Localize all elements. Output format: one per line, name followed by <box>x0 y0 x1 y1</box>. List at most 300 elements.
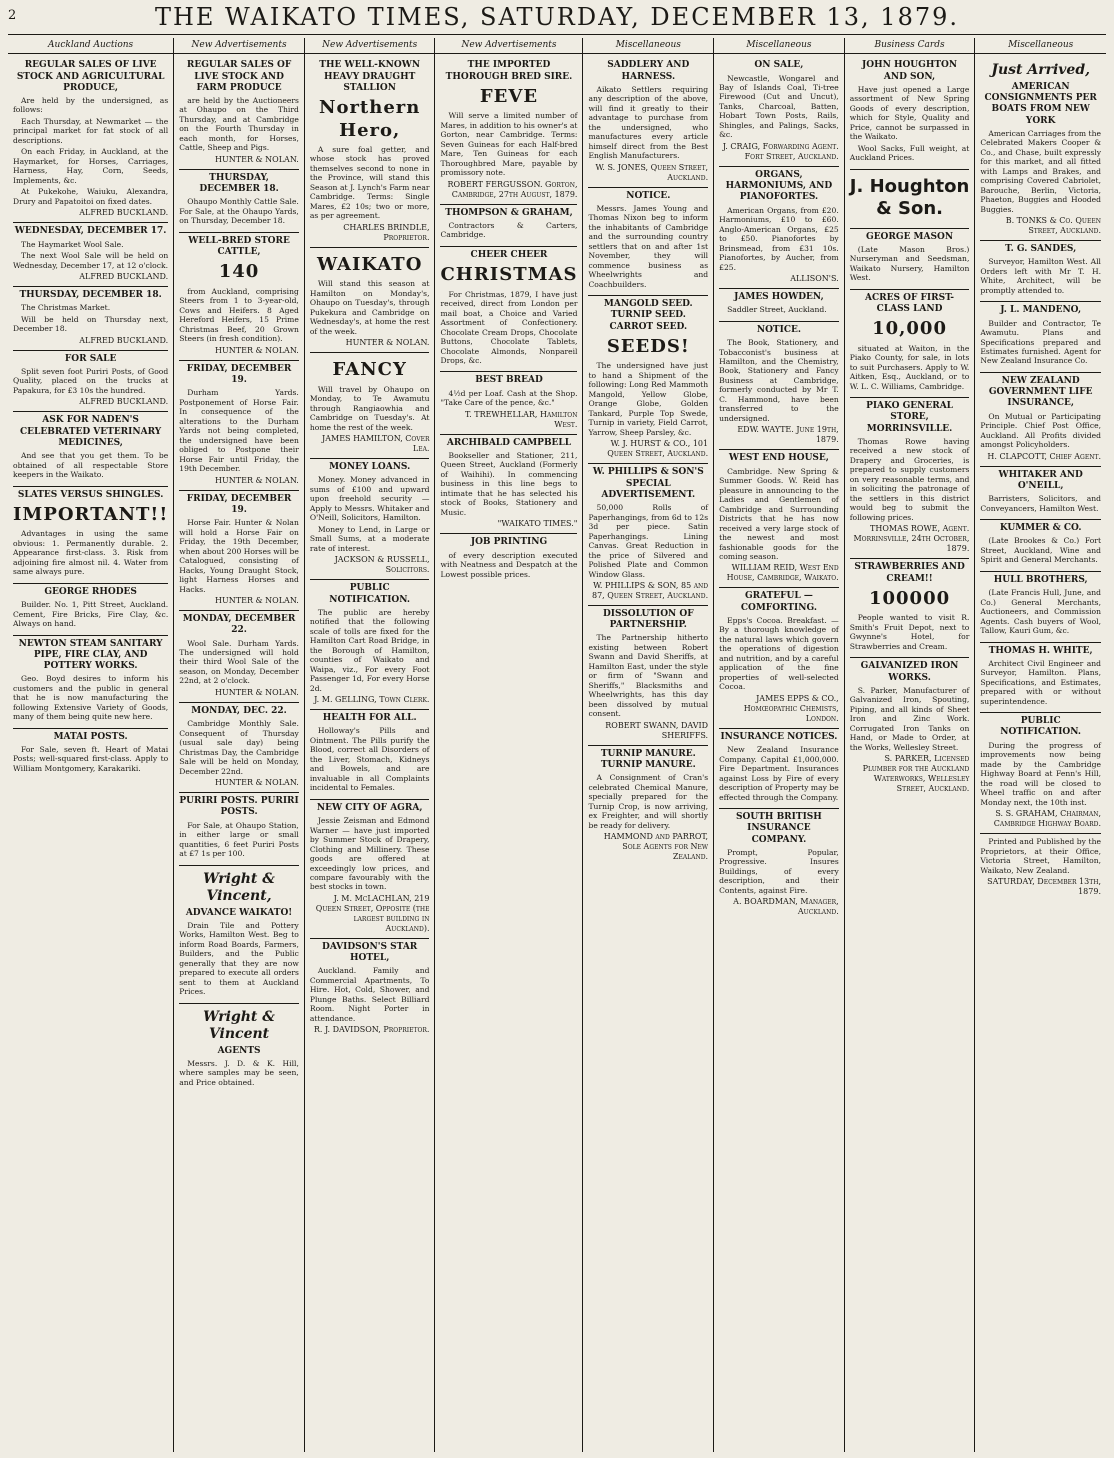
ad-body <box>980 129 1101 214</box>
ad-heading: DISSOLUTION OF PARTNERSHIP. <box>602 608 694 631</box>
ad-display-heading: FANCY <box>332 359 407 381</box>
ad-heading: AGENTS <box>217 1045 261 1056</box>
ad-signature: HUNTER & NOLAN. <box>215 778 299 788</box>
advertisement <box>310 248 430 353</box>
advertisement <box>719 322 839 451</box>
ad-heading: ACRES OF FIRST-CLASS LAND <box>865 292 955 315</box>
ad-paragraph: Bookseller and Stationer, 211, Queen Street, Auckland (Formerly of Waihihi). In commencing business in this line begs to intimate that he has selected his stock of Books, Stationery and Music. <box>440 450 578 517</box>
ad-heading: NEW ZEALAND GOVERNMENT LIFE INSURANCE, <box>988 375 1093 409</box>
ad-body <box>179 197 299 225</box>
ad-paragraph: Wool Sacks, Full weight, at Auckland Prices. <box>849 143 970 163</box>
advertisement <box>850 398 970 559</box>
ad-paragraph: Barristers, Solicitors, and Conveyancers, Hamilton West. <box>980 494 1101 513</box>
ad-body <box>588 361 708 437</box>
column-5 <box>583 38 714 1452</box>
ad-heading: THURSDAY, DECEMBER 18. <box>19 290 162 301</box>
advertisement <box>179 793 299 865</box>
ad-body <box>588 85 708 161</box>
ad-body <box>179 518 299 594</box>
advertisement <box>588 464 708 606</box>
ad-paragraph: Will travel by Ohaupo on Monday, to Te Awamutu through Rangiaowhia and Cambridge on Tuesday's. At home the rest of the week. <box>309 384 430 432</box>
column-6 <box>714 38 845 1452</box>
ad-paragraph: Ohaupo Monthly Cattle Sale. For Sale, at the Ohaupo Yards, on Thursday, December 18. <box>179 197 299 226</box>
ad-paragraph: Money. Money advanced in sums of £100 and upward upon freehold security — Apply to Messrs. Whitaker and O'Neill, Solicitors, Hamilton. <box>309 475 430 523</box>
ad-body <box>13 303 168 333</box>
ad-signature: R. J. DAVIDSON, Proprietor. <box>313 1025 430 1035</box>
ad-heading: MONEY LOANS. <box>329 462 411 473</box>
column-1 <box>8 38 174 1452</box>
ad-paragraph: A sure foal getter, and whose stock has proved themselves second to none in the Province, will stand this Season at J. Lynch's Farm near Cambridge. Terms: Single Mares, £2 10s; two or more, as per agreement. <box>309 145 430 221</box>
page-columns <box>8 38 1106 1452</box>
advertisement <box>719 450 839 588</box>
ad-heading: FRIDAY, DECEMBER 19. <box>186 493 292 515</box>
ad-signature: JACKSON & RUSSELL, Solicitors. <box>334 555 430 575</box>
ad-paragraph: For Sale, at Ohaupo Station, in either large or small quantities, 6 feet Puriri Posts at £7 1s per 100. <box>179 820 299 859</box>
ad-paragraph: Messrs. James Young and Thomas Nixon beg to inform the inhabitants of Cambridge and the surrounding country settlers that on and after 1st November, they will commence business as Wheelwrights and Coachbuilders. <box>588 203 709 289</box>
ad-heading: SADDLERY AND HARNESS. <box>607 60 690 82</box>
ad-heading: PUBLIC NOTIFICATION. <box>329 583 411 605</box>
advertisement <box>719 809 839 921</box>
advertisement <box>310 459 430 580</box>
ad-heading: THOMAS H. WHITE, <box>988 645 1093 656</box>
advertisement <box>179 57 299 170</box>
advertisement <box>980 57 1101 241</box>
advertisement <box>310 57 430 248</box>
advertisement <box>980 713 1101 834</box>
advertisement <box>179 703 299 793</box>
ad-body <box>440 389 577 408</box>
ad-body <box>588 633 708 718</box>
ad-paragraph: Durham Yards. Postponement of Horse Fair. In consequence of the alterations to the Durham Yards not being completed, the undersigned have been obliged to Postpone their Horse Fair until Friday, the 19th December. <box>179 388 299 474</box>
ad-body <box>980 536 1101 564</box>
business-name-display: J. Houghton & Son. <box>849 175 970 220</box>
ad-heading: WEDNESDAY, DECEMBER 17. <box>14 226 167 237</box>
ad-body <box>13 367 168 395</box>
advertisement <box>179 1004 299 1094</box>
ad-paragraph: The next Wool Sale will be held on Wednesday, December 17, at 12 o'clock. <box>13 251 169 270</box>
advertisement <box>440 205 577 247</box>
advertisement <box>719 57 839 167</box>
ad-paragraph: 50,000 Rolls of Paperhangings, from 6d to 12s 3d per piece. Satin Paperhangings. Lining Canvas. Great Reduction in the price of Silvered and Polished Plate and Common Window Glass. <box>588 503 709 579</box>
ad-paragraph: Will be held on Thursday next, December 18. <box>13 314 169 334</box>
ad-display-heading: IMPORTANT!! <box>13 503 169 525</box>
ad-paragraph: On Mutual or Participating Principle. Chief Post Office, Auckland. All Profits divided amongst Policyholders. <box>980 411 1101 450</box>
ad-signature: HAMMOND and PARROT, Sole Agents for New Zealand. <box>603 832 709 862</box>
ad-body <box>850 437 970 522</box>
ad-paragraph: Newcastle, Wongarel and Bay of Islands Coal, Ti-tree Firewood (Cut and Uncut), Tanks, Charcoal, Batten, Hobart Town Posts, Rails, Shingles, and Palings, Sacks, &c. <box>719 73 839 140</box>
advertisement <box>440 57 577 204</box>
ad-signature: W. PHILLIPS & SON, 85 and 87, Queen Street, Auckland. <box>592 580 709 600</box>
advertisement <box>719 289 839 322</box>
ad-heading: THE WELL-KNOWN HEAVY DRAUGHT STALLION <box>319 60 421 93</box>
ad-paragraph: from Auckland, comprising Steers from 1 to 3-year-old, Cows and Heifers. 8 Aged Hereford Heifers, 15 Prime Christmas Beef, 20 Grown Steers (in fresh condition). <box>179 286 299 344</box>
advertisement <box>179 491 299 611</box>
ad-body <box>850 686 970 752</box>
column-header: Auckland Auctions <box>8 40 173 54</box>
ad-body <box>179 719 299 776</box>
ad-display-heading: CHRISTMAS <box>440 264 578 286</box>
ad-heading: CHEER CHEER <box>470 249 548 260</box>
advertisement <box>13 57 168 223</box>
ad-body <box>719 206 839 272</box>
ad-body <box>440 551 577 579</box>
ad-display-heading: FEVE <box>479 85 539 107</box>
ad-heading: NOTICE. <box>756 324 801 335</box>
advertisement <box>310 800 430 939</box>
ad-body <box>719 338 839 423</box>
advertisement <box>310 710 430 800</box>
ad-heading: KUMMER & CO. <box>999 523 1082 534</box>
ad-body <box>179 821 299 859</box>
ad-paragraph: (Late Francis Hull, June, and Co.) General Merchants, Auctioneers, and Commission Agents. Cash buyers of Wool, Tallow, Kauri Gum, &c. <box>980 588 1101 636</box>
ad-body <box>980 319 1101 366</box>
ad-signature: J. M. McLACHLAN, 219 Queen Street, Opposite (the largest building in Auckland). <box>315 893 430 933</box>
ad-body <box>719 74 839 140</box>
ad-paragraph: Messrs. J. D. & K. Hill, where samples may be seen, and Price obtained. <box>179 1058 299 1087</box>
ad-signature: J. CRAIG, Forwarding Agent. Fort Street, Auckland. <box>722 141 839 161</box>
column-4 <box>435 38 583 1452</box>
ad-signature: ALFRED BUCKLAND. <box>79 335 169 345</box>
column-2 <box>174 38 305 1452</box>
ad-body <box>719 745 839 802</box>
advertisement <box>588 746 708 866</box>
ad-body <box>13 600 168 628</box>
advertisement <box>980 834 1101 901</box>
ad-signature: HUNTER & NOLAN. <box>215 596 299 605</box>
ad-heading: J. L. MANDENO, <box>1000 305 1082 316</box>
ad-paragraph: The Book, Stationery, and Tobacconist's business at Hamilton, and the Chemistry, Book, Stationery and Fancy Business at Cambridge, formerly conducted by Mr T. C. Hammond, have been transferred to the undersigned. <box>719 338 839 423</box>
ad-display-heading: 10,000 <box>872 318 947 340</box>
ad-paragraph: Builder. No. 1, Pitt Street, Auckland. Cement, Fire Bricks, Fire Clay, &c. Always on hand. <box>13 600 169 629</box>
ad-heading: SLATES VERSUS SHINGLES. <box>17 489 164 500</box>
advertisement <box>850 229 970 290</box>
ad-paragraph: And see that you get them. To be obtained of all respectable Store keepers in the Waikato. <box>13 451 169 480</box>
ad-paragraph: Auckland. Family and Commercial Apartments, To Hire. Hot, Cold, Shower, and Plunge Baths. Select Billiard Room. Night Porter in attendance. <box>309 966 430 1023</box>
ad-body <box>850 245 970 283</box>
ad-heading: TURNIP MANURE. TURNIP MANURE. <box>600 748 696 771</box>
ad-body <box>719 616 839 692</box>
ad-heading: ON SALE, <box>754 60 804 71</box>
ad-heading: ASK FOR NADEN'S CELEBRATED VETERINARY MEDICINES, <box>20 415 162 448</box>
ad-paragraph: Will serve a limited number of Mares, in addition to his owner's at Gorton, near Cambridge. Terms: Seven Guineas for each Half-bred Mare, Ten Guineas for each Thoroughbred Mare, payable by promissory note. <box>440 111 578 178</box>
ad-body <box>179 96 299 153</box>
ad-body <box>13 745 168 773</box>
ad-paragraph: situated at Waiton, in the Piako County, for sale, in lots to suit Purchasers. Apply to W. Aitken, Esq., Auckland, or to W. L. C. Williams, Cambridge. <box>849 343 970 391</box>
masthead-rule <box>8 34 1106 35</box>
ad-heading: AMERICAN CONSIGNMENTS PER BOATS FROM NEW YORK <box>984 81 1097 126</box>
ad-heading: GEORGE RHODES <box>44 586 137 597</box>
ad-heading: GALVANIZED IRON WORKS. <box>860 661 959 683</box>
ad-display-heading: 100000 <box>868 587 951 609</box>
ad-body <box>179 388 299 473</box>
column-7 <box>845 38 976 1452</box>
ad-body <box>588 204 708 289</box>
ad-body <box>440 221 577 240</box>
ad-paragraph: On each Friday, in Auckland, at the Haymarket, for Horses, Carriages, Harness, Hay, Corn, Seeds, Implements, &c. <box>13 147 169 185</box>
advertisement <box>440 435 577 535</box>
advertisement <box>440 372 577 434</box>
column-header: Miscellaneous <box>714 40 844 54</box>
advertisement <box>588 188 708 297</box>
ad-signature: HUNTER & NOLAN. <box>345 338 430 348</box>
advertisement <box>13 223 168 287</box>
ad-signature: A. BOARDMAN, Manager, Auckland. <box>733 897 839 917</box>
ad-heading: FOR SALE <box>64 353 117 364</box>
ad-heading: MATAI POSTS. <box>53 731 128 742</box>
advertisement <box>179 866 299 1004</box>
ad-paragraph: Architect Civil Engineer and Surveyor, Hamilton. Plans, Specifications, and Estimates, prepared with or without superintendence. <box>980 658 1101 706</box>
ad-signature: H. CLAPCOTT, Chief Agent. <box>987 451 1101 461</box>
ad-body <box>980 588 1101 635</box>
ad-body <box>310 145 430 221</box>
advertisement <box>13 487 168 584</box>
advertisement <box>980 643 1101 714</box>
ad-signature: JAMES HAMILTON, Cover Lea. <box>322 434 430 454</box>
ad-signature: ALFRED BUCKLAND. <box>79 397 169 407</box>
ad-body <box>980 257 1101 295</box>
ad-paragraph: The public are hereby notified that the following scale of tolls are fixed for the Hamilton Cart Road Bridge, in the Borough of Hamilton, counties of Waikato and Waipa, viz., For every Foot Passenger 1d, For every Horse 2d. <box>309 607 430 693</box>
ad-heading: PUBLIC NOTIFICATION. <box>1000 716 1082 738</box>
ad-paragraph: Money to Lend, in Large or Small Sums, at a moderate rate of interest. <box>309 524 430 553</box>
ad-display-heading: Northern Hero, <box>318 97 421 141</box>
ad-heading: ARCHIBALD CAMPBELL <box>446 437 572 448</box>
ad-signature: SATURDAY, December 13th, 1879. <box>987 877 1101 896</box>
advertisement <box>440 534 577 585</box>
ad-signature: HUNTER & NOLAN. <box>215 345 299 355</box>
ad-signature: ALFRED BUCKLAND. <box>79 272 169 282</box>
advertisement <box>588 606 708 746</box>
advertisement <box>980 241 1101 302</box>
ad-paragraph: The Christmas Market. <box>21 303 111 313</box>
ad-paragraph: People wanted to visit R. Smith's Fruit Depot, next to Gwynne's Hotel, for Strawberries and Cream. <box>849 613 970 651</box>
column-header: New Advertisements <box>435 40 582 54</box>
ad-heading: HEALTH FOR ALL. <box>322 713 417 724</box>
advertisement <box>980 467 1101 520</box>
ad-paragraph: Aikato Settlers requiring any description of the above, will find it greatly to their advantage to purchase from the undersigned, who manufactures every article himself direct from the Best English Manufacturers. <box>588 84 709 161</box>
ad-paragraph: For Sale, seven ft. Heart of Matai Posts; well-squared first-class. Apply to William Montgomery, Karakariki. <box>13 744 169 773</box>
advertisement <box>588 57 708 187</box>
advertisement <box>13 636 168 729</box>
ad-heading: ORGANS, HARMONIUMS, AND PIANOFORTES. <box>725 169 833 203</box>
advertisement <box>310 580 430 710</box>
ad-signature: S. PARKER, Licensed Plumber for the Auckland Waterworks, Wellesley Street, Auckland. <box>862 754 970 794</box>
ad-heading: HULL BROTHERS, <box>993 574 1088 585</box>
ad-heading: MANGOLD SEED. TURNIP SEED. CARROT SEED. <box>603 299 693 332</box>
ad-body <box>310 385 430 432</box>
advertisement <box>850 559 970 658</box>
ad-heading: FRIDAY, DECEMBER 19. <box>186 363 292 386</box>
ad-body <box>719 848 839 895</box>
ad-signature: T. TREWHELLAR, Hamilton West. <box>464 409 578 429</box>
ad-signature: S. S. GRAHAM, Chairman, Cambridge Highway Board. <box>993 809 1101 829</box>
ad-body <box>719 467 839 562</box>
ad-signature: J. M. GELLING, Town Clerk. <box>314 695 430 705</box>
column-header: Miscellaneous <box>975 40 1106 54</box>
ad-heading: ADVANCE WAIKATO! <box>185 907 293 918</box>
ad-signature: CHARLES BRINDLE, Proprietor. <box>343 222 430 242</box>
ad-heading: JAMES HOWDEN, <box>734 292 824 303</box>
ad-body <box>980 659 1101 706</box>
advertisement <box>179 170 299 233</box>
column-header: Miscellaneous <box>583 40 713 54</box>
ad-body <box>310 279 430 336</box>
ad-paragraph: Builder and Contractor, Te Awamutu. Plans and Specifications prepared and Estimates furnished. Agent for New Zealand Insurance Co. <box>980 318 1101 366</box>
advertisement <box>719 588 839 728</box>
column-3 <box>305 38 436 1452</box>
ad-paragraph: S. Parker, Manufacturer of Galvanized Iron, Spouting, Piping, and all kinds of Sheet Iron and Zinc Work. Corrugated Iron Tanks on Hand, or Made to Order, at the Works, Wellesley Street. <box>849 685 970 752</box>
ad-paragraph: Jessie Zeisman and Edmond Warner — have just imported by Summer Stock of Drapery, Clothing and Millinery. These goods are offered at exceedingly low prices, and compare favourably with the best stocks in town. <box>309 816 430 892</box>
ad-body <box>980 741 1101 807</box>
ad-body <box>13 451 168 479</box>
ad-paragraph: Printed and Published by the Proprietors, at their Office, Victoria Street, Hamilton, Waikato, New Zealand. <box>980 837 1101 875</box>
ad-signature: HUNTER & NOLAN. <box>215 475 299 485</box>
ad-body <box>588 773 708 830</box>
ad-body <box>980 837 1101 875</box>
ad-paragraph: At Pukekohe, Waiuku, Alexandra, Drury and Papatoitoi on fixed dates. <box>13 187 169 206</box>
ad-signature: W. J. HURST & CO., 101 Queen Street, Auckland. <box>607 439 709 459</box>
ad-paragraph: Drain Tile and Pottery Works, Hamilton West. Beg to inform Road Boards, Farmers, Builders, and the Public generally that they are now prepared to execute all orders sent to them at Auckland Prices. <box>179 920 299 997</box>
ad-signature: W. S. JONES, Queen Street, Auckland. <box>595 162 709 182</box>
ad-body <box>850 344 970 391</box>
ad-heading: JOB PRINTING <box>470 537 548 548</box>
masthead <box>0 4 1114 30</box>
ad-paragraph: During the progress of improvements now being made by the Cambridge Highway Board at Fenn's Hill, the road will be closed to Wheel traffic on and after Monday next, the 10th inst. <box>980 740 1101 807</box>
advertisement <box>588 296 708 464</box>
advertisement <box>13 287 168 351</box>
advertisement <box>310 353 430 459</box>
ad-heading: NEWTON STEAM SANITARY PIPE, FIRE CLAY, AND POTTERY WORKS. <box>18 638 163 672</box>
advertisement <box>980 520 1101 572</box>
ad-heading: THE IMPORTED THOROUGH BRED SIRE. <box>445 60 573 82</box>
ad-heading: REGULAR SALES OF LIVE STOCK AND FARM PRODUCE <box>186 60 292 93</box>
ad-paragraph: Wool Sale. Durham Yards. The undersigned will hold their third Wool Sale of the season, on Monday, December 22nd, at 2 o'clock. <box>179 638 299 686</box>
ad-paragraph: (Late Mason Bros.) Nurseryman and Seedsman, Waikato Nursery, Hamilton West. <box>849 244 970 283</box>
ad-display-line: Wright & Vincent, <box>203 870 275 905</box>
ad-paragraph: A Consignment of Cran's celebrated Chemical Manure, specially prepared for the Turnip Crop, is now arriving, ex Freighter, and will shortly be ready for delivery. <box>588 773 709 830</box>
ad-paragraph: Cambridge. New Spring & Summer Goods. W. Reid has pleasure in announcing to the Ladies and Gentlemen of Cambridge and Surrounding Districts that he has now received a very large stock of the newest and most fashionable goods for the coming season. <box>719 466 839 561</box>
advertisement <box>310 939 430 1039</box>
ad-body <box>13 96 168 206</box>
ad-paragraph: Contractors & Carters, Cambridge. <box>440 220 578 240</box>
ad-body <box>179 921 299 997</box>
ad-signature: ROBERT FERGUSSON. Gorton, Cambridge, 27th August, 1879. <box>447 179 578 199</box>
ad-paragraph: Holloway's Pills and Ointment. The Pills purify the Blood, correct all Disorders of the Liver, Stomach, Kidneys and Bowels, and are invaluable in all Complaints incidental to Females. <box>309 726 430 793</box>
advertisement <box>850 658 970 798</box>
ad-paragraph: Saddler Street, Auckland. <box>727 305 827 315</box>
ad-body <box>310 475 430 553</box>
ad-signature: ALFRED BUCKLAND. <box>79 208 169 218</box>
ad-body <box>440 451 577 517</box>
ad-signature: THOMAS ROWE, Agent. Morrinsville, 24th October, 1879. <box>853 524 970 554</box>
ad-body <box>588 503 708 579</box>
ad-paragraph: (Late Brookes & Co.) Fort Street, Auckland, Wine and Spirit and General Merchants. <box>980 536 1101 565</box>
ad-paragraph: Horse Fair. Hunter & Nolan will hold a Horse Fair on Friday, the 19th December, when about 200 Horses will be Catalogued, consisting of Hacks, Young Draught Stock, light Harness Horses and Hacks. <box>179 518 299 594</box>
ad-paragraph: Have just opened a Large assortment of New Spring Goods of every description, which for Style, Quality and Price, cannot be surpassed in the Waikato. <box>849 84 970 142</box>
ad-paragraph: Advantages in using the same obvious: 1. Permanently durable. 2. Appearance first-class. 3. Risk from adjoining fire almost nil. 4. Water from same always pure. <box>13 529 169 577</box>
advertisement <box>179 611 299 703</box>
ad-paragraph: Cambridge Monthly Sale. Consequent of Thursday (usual sale day) being Christmas Day, the Cambridge Sale will be held on Monday, December 22nd. <box>179 719 299 776</box>
ad-body <box>13 529 168 576</box>
ad-display-heading: WAIKATO <box>316 253 423 275</box>
ad-body <box>310 726 430 792</box>
ad-heading: INSURANCE NOTICES. <box>720 731 838 742</box>
ad-signature: B. TONKS & Co. Queen Street, Auckland. <box>1005 216 1101 236</box>
ad-paragraph: Are held by the undersigned, as follows: <box>13 96 169 115</box>
ad-heading: MONDAY, DEC. 22. <box>191 705 287 716</box>
ad-body <box>850 85 970 163</box>
ad-body <box>980 494 1101 513</box>
column-header: New Advertisements <box>305 40 435 54</box>
ad-paragraph: Will stand this season at Hamilton on Monday's, Ohaupo on Tuesday's, through Pukekura and Cambridge on Wednesday's, at home the rest of the week. <box>309 279 430 336</box>
ad-heading: W. PHILLIPS & SON'S SPECIAL ADVERTISEMENT. <box>592 467 704 500</box>
ad-body <box>179 1059 299 1087</box>
ad-heading: WEST END HOUSE, <box>728 453 829 464</box>
ad-paragraph: Each Thursday, at Newmarket — the principal market for fat stock of all descriptions. <box>13 116 169 145</box>
ad-paragraph: The Partnership hitherto existing between Robert Swann and David Sheriffs, at Hamilton East, under the style or firm of "Swann and Sheriffs," Blacksmiths and Wheelwrights, has this day been dissolved by mutual consent. <box>588 633 709 719</box>
ad-body <box>980 412 1101 450</box>
ad-signature: JAMES EPPS & CO., Homœopathic Chemists, London. <box>743 693 839 723</box>
ad-heading: THURSDAY, DECEMBER 18. <box>199 172 279 195</box>
ad-paragraph: Split seven foot Puriri Posts, of Good Quality, placed on the trucks at Papakura, for £3 10s the hundred. <box>13 366 169 395</box>
ad-body <box>310 816 430 892</box>
advertisement <box>980 572 1101 643</box>
ad-paragraph: Geo. Boyd desires to inform his customers and the public in general that he is now manufacturing the following Extensive Variety of Goods, many of them being quite new here. <box>13 674 169 722</box>
ad-body <box>310 966 430 1023</box>
advertisement <box>980 302 1101 373</box>
newspaper-title: THE WAIKATO TIMES, SATURDAY, DECEMBER 13, 1879. <box>154 3 960 31</box>
column-header: New Advertisements <box>174 40 304 54</box>
ad-heading: JOHN HOUGHTON AND SON, <box>861 60 958 82</box>
ad-body <box>179 287 299 344</box>
ad-signature: ALLISON'S. <box>790 274 839 284</box>
ad-paragraph: 4½d per Loaf. Cash at the Shop. "Take Care of the pence, &c." <box>440 388 578 408</box>
advertisement <box>13 351 168 413</box>
ad-paragraph: American Carriages from the Celebrated Makers Cooper & Co., and Chase, built expressly for this market, and all fitted with Lamps and Brakes, and comprising Covered Cabriolet, Barouche, Berlin, Victoria, Phaeton, Buggies and Hooded Buggies. <box>980 128 1101 214</box>
ad-paragraph: Surveyor, Hamilton West. All Orders left with Mr T. H. White, Architect, will be promptly attended to. <box>980 257 1101 295</box>
ad-body <box>310 608 430 693</box>
ad-heading: PURIRI POSTS. PURIRI POSTS. <box>179 796 299 818</box>
column-8 <box>975 38 1106 1452</box>
ad-signature: EDW. WAYTE. June 19th, 1879. <box>737 425 839 445</box>
page-number: 2 <box>8 8 19 23</box>
ad-body <box>440 111 577 177</box>
ad-paragraph: The undersigned have just to hand a Shipment of the following: Long Red Mammoth Mangold, Yellow Globe, Orange Globe, Golden Tankard, Purple Top Swede, Turnip in variety, Field Carrot, Yarrow, Sheep Parsley, &c. <box>588 361 709 437</box>
ad-display-line: Wright & Vincent <box>203 1008 275 1043</box>
advertisement <box>13 584 168 636</box>
ad-heading: THOMPSON & GRAHAM, <box>445 207 573 218</box>
ad-display-heading: 140 <box>218 261 260 283</box>
ad-signature: ROBERT SWANN, DAVID SHERIFFS. <box>605 720 709 740</box>
ad-body <box>13 240 168 270</box>
ad-paragraph: of every description executed with Neatness and Despatch at the Lowest possible prices. <box>440 550 578 579</box>
ad-heading: BEST BREAD <box>475 375 543 386</box>
ad-heading: WHITAKER AND O'NEILL, <box>998 469 1083 491</box>
ad-heading: NOTICE. <box>626 190 671 201</box>
ad-paragraph: Prompt, Popular, Progressive. Insures Buildings, of every description, and their Contents, against Fire. <box>719 847 839 895</box>
ad-heading: SOUTH BRITISH INSURANCE COMPANY. <box>736 812 822 845</box>
ad-paragraph: For Christmas, 1879, I have just received, direct from London per mail boat, a Choice and Varied Assortment of Confectionery. Chocolate Cream Drops, Chocolate Buttons, Chocolate Tablets, Chocolate Almonds, Nonpareil Drops, &c. <box>440 289 578 365</box>
column-header: Business Cards <box>845 40 975 54</box>
ad-signature: HUNTER & NOLAN. <box>215 687 299 697</box>
ad-body <box>440 290 577 366</box>
ad-paragraph: Epps's Cocoa. Breakfast. — By a thorough knowledge of the natural laws which govern the operations of digestion and nutrition, and by a careful application of the fine properties of well-selected Cocoa. <box>719 615 839 692</box>
ad-heading: PIAKO GENERAL STORE, MORRINSVILLE. <box>866 401 954 434</box>
advertisement <box>179 361 299 491</box>
ad-display-heading: SEEDS! <box>606 335 690 357</box>
advertisement <box>719 729 839 809</box>
ad-body <box>719 305 839 314</box>
ad-heading: WELL-BRED STORE CATTLE, <box>188 235 290 258</box>
